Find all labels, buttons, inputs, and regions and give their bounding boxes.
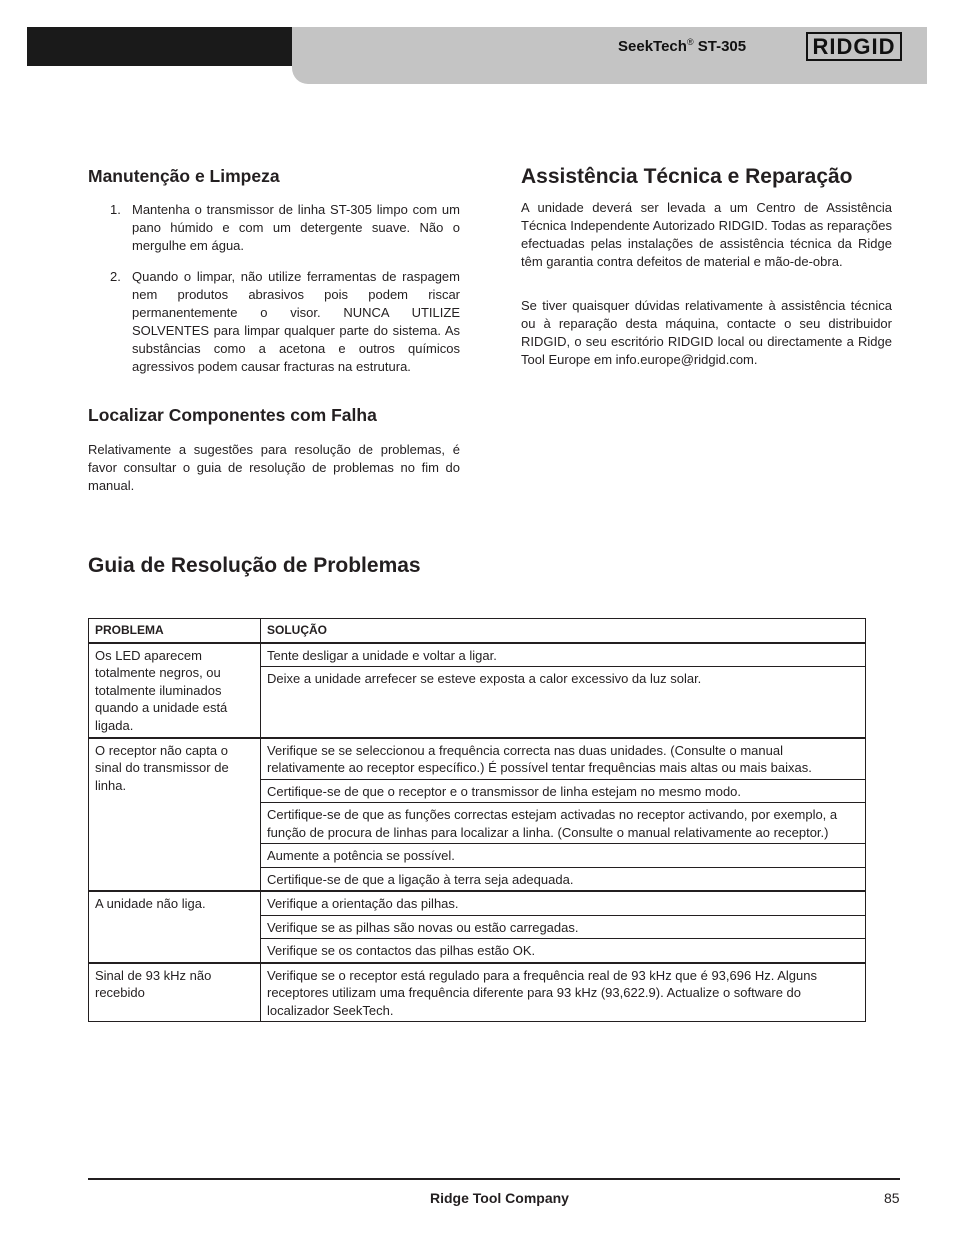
maintenance-heading: Manutenção e Limpeza	[88, 166, 280, 186]
table-row	[89, 643, 866, 667]
logo-text: RIDGID	[812, 33, 896, 59]
service-paragraph-1: A unidade deverá ser levada a um Centro de Assistência Técnica Independente Autorizado RIDGID. Todas as reparações efectuadas pelas instalações de assistência técnica da Ridge têm garantia contra defeitos de material e mão-de-obra.	[521, 200, 892, 269]
locate-text: Relativamente a sugestões para resolução de problemas, é favor consultar o guia de resolução de problemas no fim do manual.	[88, 442, 460, 493]
problem-cell: Sinal de 93 kHz não recebido	[89, 963, 261, 1022]
troubleshooting-table	[88, 618, 866, 1022]
problem-cell: Os LED aparecem totalmente negros, ou totalmente iluminados quando a unidade está ligada.	[89, 643, 261, 738]
service-paragraph-2: Se tiver quaisquer dúvidas relativamente à assistência técnica ou à reparação desta máquina, contacte o seu distribuidor RIDGID, o seu escritório RIDGID local ou directamente a Ridge Tool Europe em info.europe@ridgid.com.	[521, 298, 892, 367]
list-item-number: 1.	[110, 202, 121, 217]
solution-cell: Verifique se as pilhas são novas ou estão carregadas.	[261, 915, 866, 939]
list-item-text: Mantenha o transmissor de linha ST-305 limpo com um pano húmido e com um detergente suave. Não o mergulhe em água.	[132, 202, 460, 253]
page-number: 85	[884, 1190, 900, 1206]
maintenance-list	[88, 201, 460, 376]
footer-company: Ridge Tool Company	[430, 1190, 569, 1206]
list-item-number: 2.	[110, 269, 121, 284]
header-reg-mark: ®	[686, 37, 694, 47]
solution-cell: Verifique se se seleccionou a frequência correcta nas duas unidades. (Consulte o manual relativamente ao receptor específico.) É possível tentar frequências mais altas ou mais baixas.	[261, 738, 866, 780]
col-header-solution: SOLUÇÃO	[261, 619, 866, 643]
table-row	[89, 963, 866, 1022]
header-model-label	[618, 37, 746, 55]
solution-cell: Certifique-se de que a ligação à terra seja adequada.	[261, 867, 866, 891]
header-model: ST-305	[697, 38, 747, 55]
troubleshooting-heading: Guia de Resolução de Problemas	[88, 554, 421, 577]
solution-cell: Verifique se o receptor está regulado para a frequência real de 93 kHz que é 93,696 Hz. Alguns receptores utilizam uma frequência diferente para 93 kHz (93,622.9). Actualize o software do localizador SeekTech.	[261, 963, 866, 1022]
table-row	[89, 891, 866, 915]
locate-heading: Localizar Componentes com Falha	[88, 405, 377, 425]
footer-rule	[88, 1178, 900, 1180]
table-header-row	[89, 619, 866, 643]
solution-cell: Certifique-se de que o receptor e o transmissor de linha estejam no mesmo modo.	[261, 779, 866, 803]
solution-cell: Verifique se os contactos das pilhas estão OK.	[261, 939, 866, 963]
solution-cell: Aumente a potência se possível.	[261, 844, 866, 868]
solution-cell: Tente desligar a unidade e voltar a ligar.	[261, 643, 866, 667]
service-heading: Assistência Técnica e Reparação	[521, 165, 853, 188]
header-black-bar	[27, 27, 292, 66]
solution-cell: Verifique a orientação das pilhas.	[261, 891, 866, 915]
problem-cell: O receptor não capta o sinal do transmissor de linha.	[89, 738, 261, 892]
solution-cell: Certifique-se de que as funções correctas estejam activadas no receptor activando, por exemplo, a função de procura de linhas para localizar a linha. (Consulte o manual relativamente ao receptor.)	[261, 803, 866, 844]
header-product: SeekTech	[618, 38, 687, 55]
ridgid-logo	[806, 32, 902, 61]
list-item-text: Quando o limpar, não utilize ferramentas de raspagem nem produtos abrasivos pois podem riscar permanentemente o visor. NUNCA UTILIZE SOLVENTES para limpar qualquer parte do sistema. As substâncias como a acetona e outros químicos agressivos podem causar fracturas na estrutura.	[132, 269, 460, 374]
solution-cell: Deixe a unidade arrefecer se esteve exposta a calor excessivo da luz solar.	[261, 667, 866, 738]
list-item	[88, 268, 460, 376]
header-grey-tab	[292, 66, 927, 84]
problem-cell: A unidade não liga.	[89, 891, 261, 963]
table-row	[89, 738, 866, 780]
col-header-problem: PROBLEMA	[89, 619, 261, 643]
list-item	[88, 201, 460, 255]
